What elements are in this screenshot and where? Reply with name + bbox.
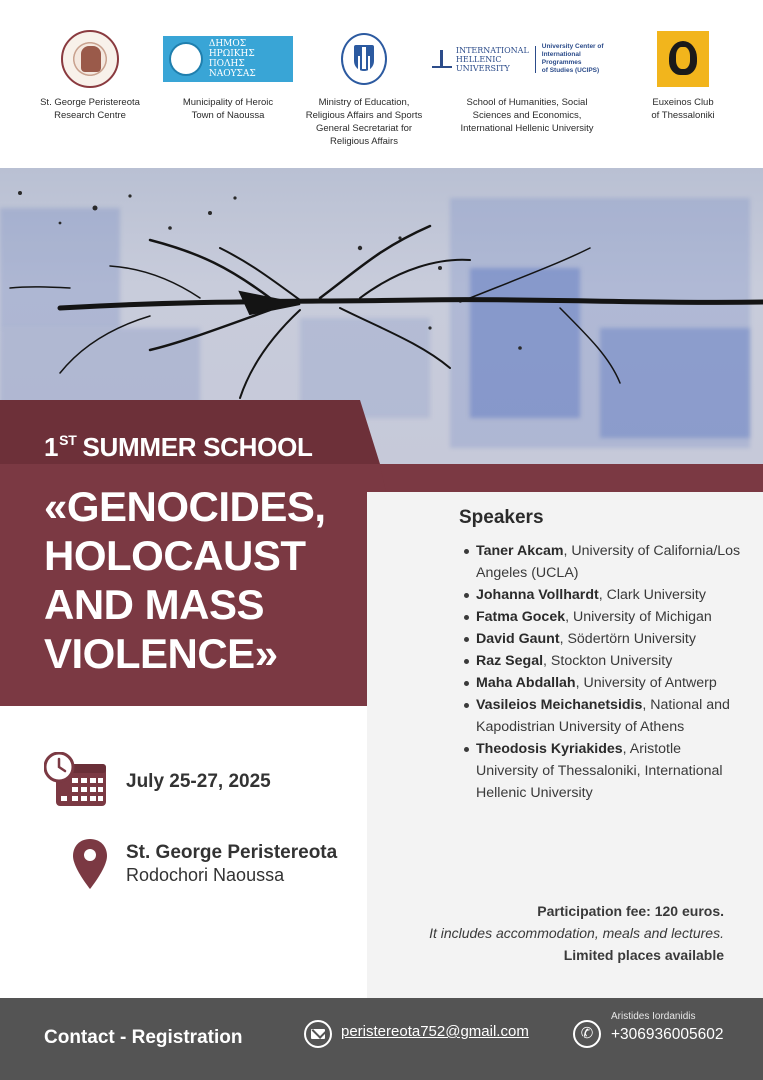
- fee-amount: Participation fee: 120 euros.: [537, 903, 724, 919]
- event-title-line: VIOLENCE»: [44, 630, 278, 677]
- ucips-logo-text: of Studies (UCIPS): [541, 67, 600, 74]
- ihu-logo-text: UNIVERSITY: [455, 63, 510, 73]
- event-date: July 25-27, 2025: [126, 771, 271, 792]
- logo-caption-line: of Thessaloniki: [651, 110, 715, 121]
- footer: [0, 998, 763, 1080]
- logo-caption-line: International Hellenic University: [460, 123, 594, 134]
- mail-icon: [304, 1020, 332, 1048]
- ihu-logo-text: HELLENIC: [455, 54, 502, 64]
- speaker-item: [462, 650, 742, 672]
- speaker-affiliation: , Clark University: [598, 587, 706, 603]
- logo-caption-line: Sciences and Economics,: [472, 110, 582, 121]
- naoussa-logo-text: ΗΡΩΙΚΗΣ ΠΟΛΗΣ: [208, 49, 255, 69]
- email-link[interactable]: peristereota752@gmail.com: [341, 1023, 529, 1040]
- event-title: [44, 482, 374, 678]
- speaker-item: [462, 628, 742, 650]
- speaker-item: [462, 738, 742, 804]
- logo-caption-line: Euxeinos Club: [652, 97, 714, 108]
- location-place: Rodochori Naoussa: [126, 865, 285, 885]
- speaker-name: Taner Akcam: [476, 543, 564, 559]
- logo-caption-line: Town of Naoussa: [191, 110, 265, 121]
- speaker-item: [462, 672, 742, 694]
- ihu-logo: [432, 43, 622, 75]
- speaker-affiliation: , University of Michigan: [565, 609, 712, 625]
- speaker-item: [462, 694, 742, 738]
- edition-heading: [44, 432, 313, 463]
- ucips-logo-text: International Programmes: [541, 51, 582, 66]
- logo-caption-line: Municipality of Heroic: [182, 97, 274, 108]
- event-title-line: HOLOCAUST: [44, 532, 306, 579]
- speaker-item: [462, 540, 742, 584]
- event-title-line: «GENOCIDES,: [44, 483, 326, 530]
- speaker-affiliation: , Aristotle University of Thessaloniki, International Hellenic University: [476, 741, 723, 801]
- logo-caption-line: General Secretariat for: [315, 123, 413, 134]
- phone-icon: ✆: [573, 1020, 601, 1048]
- logo-caption-line: Research Centre: [54, 110, 126, 121]
- ucips-logo-text: University Center of: [541, 43, 604, 50]
- fee-includes: It includes accommodation, meals and lectures.: [429, 925, 724, 941]
- greek-coat-of-arms-icon: [341, 33, 387, 85]
- calendar-clock-icon: [44, 752, 108, 808]
- logo-ministry: [296, 28, 432, 148]
- location-name: St. George Peristereota: [126, 842, 338, 863]
- speaker-name: Maha Abdallah: [476, 675, 576, 691]
- speaker-item: [462, 606, 742, 628]
- university-tree-icon: [432, 50, 452, 68]
- accent-bar: [380, 464, 763, 492]
- speaker-affiliation: , University of Antwerp: [575, 675, 717, 691]
- speakers-heading: Speakers: [459, 507, 544, 528]
- phoenix-emblem-icon: [657, 31, 709, 87]
- logo-euxeinos: [628, 28, 738, 122]
- edition-number: 1: [44, 432, 59, 462]
- fee-info: [429, 900, 724, 966]
- logo-header: [0, 0, 763, 168]
- naoussa-logo: [163, 36, 293, 82]
- map-pin-icon: [72, 838, 108, 890]
- contact-label: Contact - Registration: [44, 1027, 243, 1048]
- logo-caption-line: St. George Peristereota: [40, 97, 140, 108]
- logo-research-centre: [24, 28, 156, 122]
- naoussa-emblem-icon: [169, 42, 203, 76]
- edition-label: SUMMER SCHOOL: [82, 432, 313, 462]
- speaker-name: Theodosis Kyriakides: [476, 741, 623, 757]
- event-title-line: AND MASS: [44, 581, 265, 628]
- speaker-affiliation: , Stockton University: [543, 653, 673, 669]
- limited-places: Limited places available: [563, 947, 724, 963]
- speaker-name: David Gaunt: [476, 631, 560, 647]
- logo-caption-line: Ministry of Education,: [318, 97, 410, 108]
- logo-municipality: [160, 28, 296, 122]
- logo-caption-line: Religious Affairs and Sports: [305, 110, 423, 121]
- edition-suffix: ST: [59, 432, 77, 448]
- ihu-logo-text: INTERNATIONAL: [455, 45, 529, 55]
- speaker-affiliation: , National and Kapodistrian University of Athens: [476, 697, 730, 735]
- logo-caption-line: Religious Affairs: [330, 136, 398, 147]
- research-centre-seal-icon: [61, 30, 119, 88]
- speaker-name: Raz Segal: [476, 653, 544, 669]
- speaker-affiliation: , University of California/Los Angeles (UCLA): [476, 543, 741, 581]
- speaker-name: Vasileios Meichanetsidis: [476, 697, 643, 713]
- contact-person: Aristides Iordanidis: [611, 1011, 696, 1022]
- naoussa-logo-text: ΝΑΟΥΣΑΣ: [208, 69, 256, 79]
- speaker-item: [462, 584, 742, 606]
- logo-university: [432, 28, 622, 135]
- speaker-name: Johanna Vollhardt: [476, 587, 599, 603]
- phone-number[interactable]: +306936005602: [611, 1026, 724, 1043]
- speaker-affiliation: , Södertörn University: [559, 631, 696, 647]
- speakers-list: [462, 540, 742, 804]
- speaker-name: Fatma Gocek: [476, 609, 566, 625]
- logo-caption-line: School of Humanities, Social: [466, 97, 588, 108]
- naoussa-logo-text: ΔΗΜΟΣ: [208, 39, 247, 49]
